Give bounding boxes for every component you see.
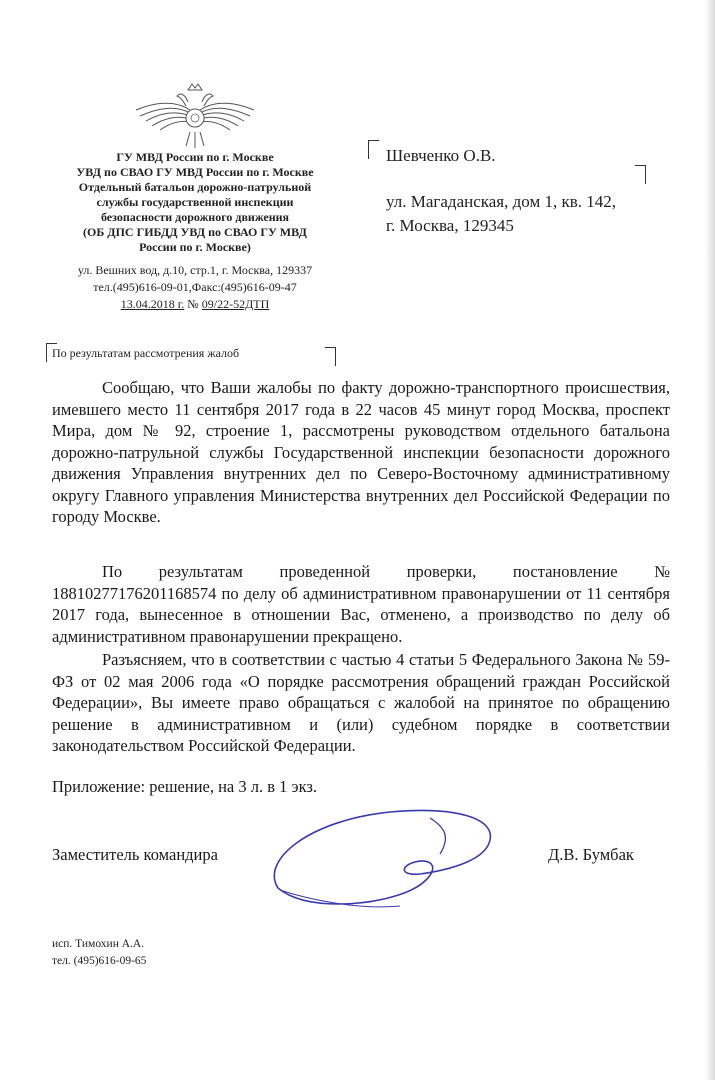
organization-contacts	[40, 262, 350, 313]
org-line: Отдельный батальон дорожно-патрульной	[78, 180, 312, 194]
eagle-emblem-icon	[130, 80, 260, 152]
recipient-bracket-right	[635, 165, 646, 184]
org-line: службы государственной инспекции	[96, 195, 294, 209]
signer-name: Д.В. Бумбак	[548, 845, 634, 864]
number-sign: №	[187, 297, 199, 311]
org-line: России по г. Москве)	[139, 240, 251, 254]
document-number: 09/22-52ДТП	[201, 297, 270, 311]
org-phones: тел.(495)616-09-01,Факс:(495)616-09-47	[93, 280, 297, 294]
org-line: безопасности дорожного движения	[100, 210, 290, 224]
org-address: ул. Вешних вод, д.10, стр.1, г. Москва, 129337	[77, 263, 313, 277]
subject-bracket-right	[325, 347, 336, 366]
scan-edge-shadow	[705, 0, 715, 1080]
body-paragraph: Сообщаю, что Ваши жалобы по факту дорожно-транспортного происшествия, имевшего место 11 сентября 2017 года в 22 часов 45 минут город Москва, проспект Мира, дом № 92, строение 1, рассмотрены руководством отдельного батальона дорожно-патрульной службы Государственной инспекции безопасности дорожного движения Управления внутренних дел по Северо-Восточному административному округу Главного управления Министерства внутренних дел Российской Федерации по городу Москве.	[52, 378, 670, 526]
recipient-address-line: ул. Магаданская, дом 1, кв. 142,	[386, 192, 616, 211]
org-line: ГУ МВД России по г. Москве	[116, 150, 274, 164]
executor-name: исп. Тимохин А.А.	[52, 938, 145, 950]
org-line: (ОБ ДПС ГИБДД УВД по СВАО ГУ МВД	[83, 225, 307, 239]
organization-header	[40, 150, 350, 255]
executor-phone: тел. (495)616-09-65	[52, 955, 147, 967]
body-paragraph: Разъясняем, что в соответствии с частью 4 статьи 5 Федерального Закона № 59-ФЗ от 02 мая 2006 года «О порядке рассмотрения обращений граждан Российской Федерации», Вы имеете право обращаться с жалобой на принятое по обращению решение в административном и (или) судебном порядке в соответствии законодательством Российской Федерации.	[52, 650, 670, 755]
org-line: УВД по СВАО ГУ МВД России по г. Москве	[76, 165, 314, 179]
recipient-bracket-left	[368, 140, 379, 159]
document-date: 13.04.2018 г.	[120, 297, 185, 311]
recipient-address-line: г. Москва, 129345	[386, 216, 514, 235]
document-date-number	[40, 296, 350, 313]
recipient-name: Шевченко О.В.	[386, 146, 496, 165]
handwritten-signature	[250, 800, 520, 920]
body-paragraph: По результатам проведенной проверки, постановление № 18810277176201168574 по делу об административном правонарушении от 11 сентября 2017 года, вынесенное в отношении Вас, отменено, а производство по делу об административном правонарушении прекращено.	[52, 562, 670, 646]
attachment-note: Приложение: решение, на 3 л. в 1 экз.	[52, 777, 318, 796]
executor-block	[52, 936, 146, 970]
signer-title: Заместитель командира	[52, 845, 218, 864]
letter-subject: По результатам рассмотрения жалоб	[52, 346, 240, 360]
